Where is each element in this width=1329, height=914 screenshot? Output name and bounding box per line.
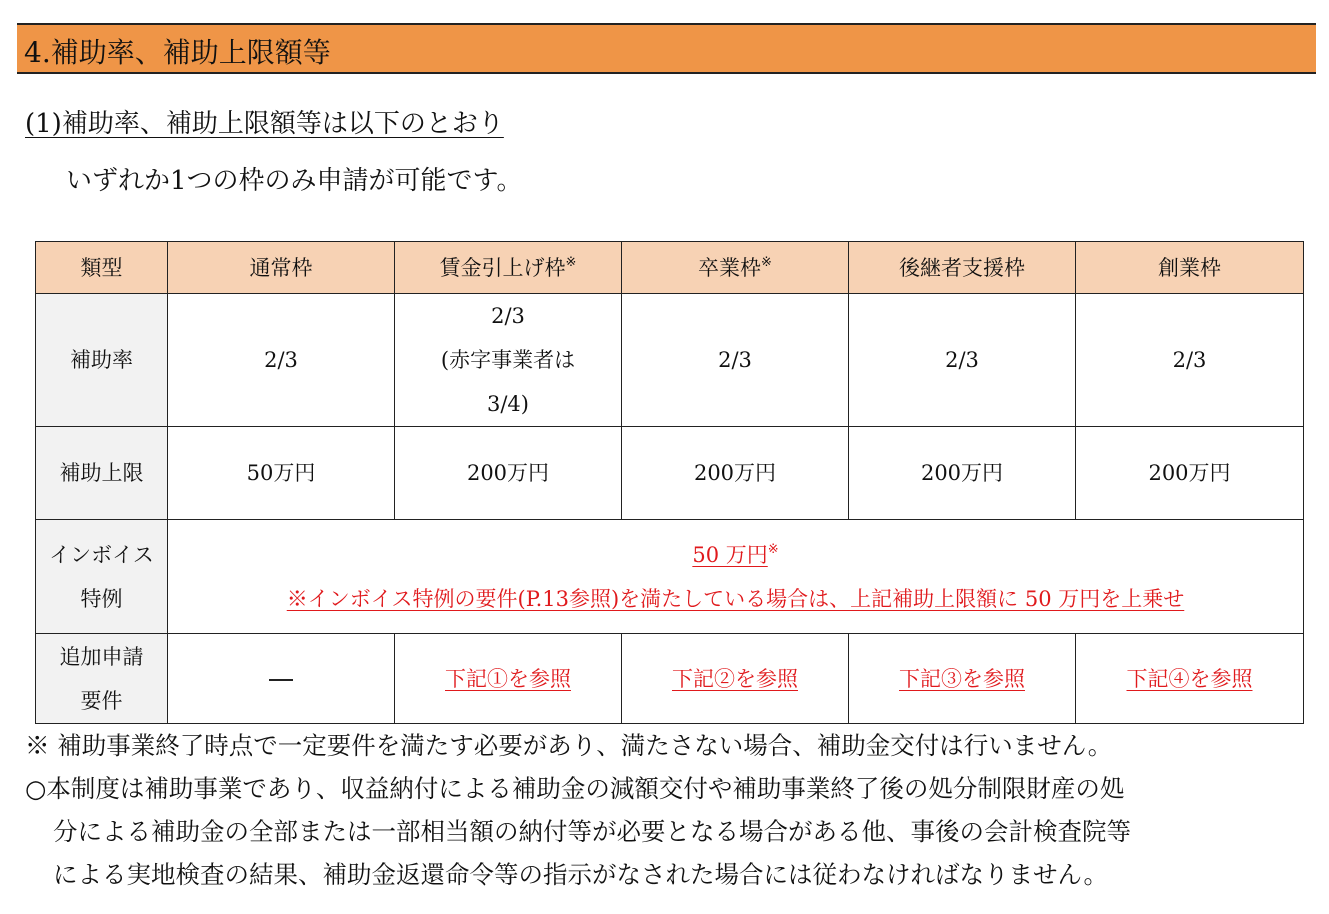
rate-wage-increase: 2/3 (赤字事業者は 3/4)	[395, 294, 622, 427]
limit-graduation: 200万円	[622, 427, 849, 520]
footnote-1: ※ 補助事業終了時点で一定要件を満たす必要があり、満たさない場合、補助金交付は行いません。	[25, 731, 1113, 760]
limit-label: 補助上限	[36, 427, 168, 520]
rate-startup: 2/3	[1076, 294, 1304, 427]
limit-startup: 200万円	[1076, 427, 1304, 520]
dash-mark	[269, 679, 293, 681]
footnote-3: 分による補助金の全部または一部相当額の納付等が必要となる場合がある他、事後の会計検査院等	[53, 817, 1131, 846]
rate-row	[36, 294, 1304, 427]
limit-successor: 200万円	[849, 427, 1076, 520]
footnote-4: による実地検査の結果、補助金返還命令等の指示がなされた場合には従わなければなりません。	[53, 860, 1108, 889]
header-wage-increase: 賃金引上げ枠※	[395, 242, 622, 294]
rate-successor: 2/3	[849, 294, 1076, 427]
ref-link-1[interactable]: 下記①を参照	[445, 666, 571, 691]
header-graduation: 卒業枠※	[622, 242, 849, 294]
header-successor: 後継者支援枠	[849, 242, 1076, 294]
section-header-bar	[17, 23, 1316, 74]
invoice-note: ※インボイス特例の要件(P.13参照)を満たしている場合は、上記補助上限額に 50 万円を上乗せ	[286, 586, 1185, 611]
limit-normal: 50万円	[168, 427, 395, 520]
footnote-2: ○本制度は補助事業であり、収益納付による補助金の減額交付や補助事業終了後の処分制限財産の処	[25, 774, 1125, 803]
rate-graduation: 2/3	[622, 294, 849, 427]
ref-link-3[interactable]: 下記③を参照	[899, 666, 1025, 691]
additional-label: 追加申請 要件	[36, 634, 168, 724]
invoice-row	[36, 520, 1304, 634]
ref-link-4[interactable]: 下記④を参照	[1126, 666, 1253, 691]
header-type: 類型	[36, 242, 168, 294]
invoice-amount: 50 万円	[692, 542, 768, 567]
subsidy-table	[35, 241, 1304, 724]
section-title: 4.補助率、補助上限額等	[24, 36, 331, 69]
invoice-label: インボイス 特例	[36, 520, 168, 634]
rate-label: 補助率	[36, 294, 168, 427]
invoice-special-cell: 50 万円※ ※インボイス特例の要件(P.13参照)を満たしている場合は、上記補助上限額に 50 万円を上乗せ	[168, 520, 1304, 634]
ref-link-2[interactable]: 下記②を参照	[672, 666, 798, 691]
header-startup: 創業枠	[1076, 242, 1304, 294]
table-header-row	[36, 242, 1304, 294]
header-normal: 通常枠	[168, 242, 395, 294]
limit-wage-increase: 200万円	[395, 427, 622, 520]
additional-row	[36, 634, 1304, 724]
limit-row	[36, 427, 1304, 520]
subheading: (1)補助率、補助上限額等は以下のとおり	[25, 109, 504, 139]
additional-normal	[168, 634, 395, 724]
rate-normal: 2/3	[168, 294, 395, 427]
application-note: いずれか1つの枠のみ申請が可能です。	[66, 166, 523, 196]
